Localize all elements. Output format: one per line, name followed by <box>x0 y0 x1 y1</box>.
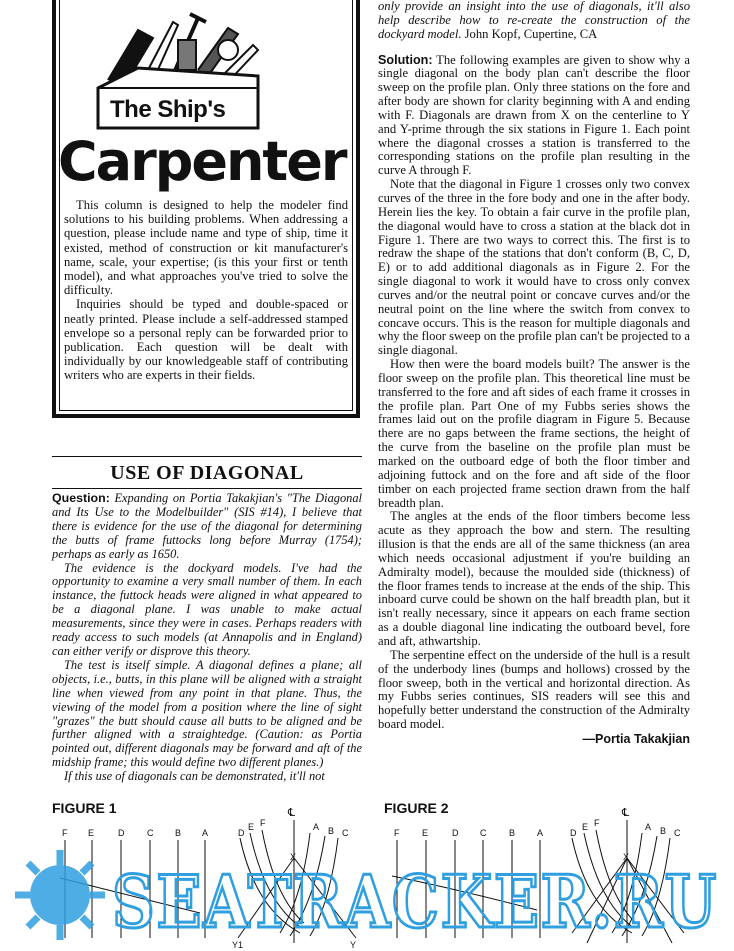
question-block <box>52 492 362 784</box>
section-rule-bottom <box>52 488 362 489</box>
station-label: A <box>645 822 652 832</box>
question-author: John Kopf, Cupertine, CA <box>464 26 598 41</box>
watermark <box>0 845 734 951</box>
station-label: E <box>88 828 95 838</box>
solution-paragraph: Note that the diagonal in Figure 1 crosses only two convex curves of the three in the fore body and one in the after body. Herein lies the key. To obtain a fair curve in the profile plan, the diagonal would have to cross a station at the black dot in Figure 1. There are two ways to correct this. The first is to redraw the shape of the stations that don't conform (B, C, D, E) or to add additional diagonals as in Figure 2. For the single diagonal to work it would have to cross only convex curves and/or the neutral point or concave curves and/or the neutral point on the line where the switch from convex to concave occurs. This is the reason for multiple diagonals and why the floor sweep on the profile plan can't be projected to a single diagonal. <box>378 177 690 358</box>
question-paragraph: The test is itself simple. A diagonal defines a plane; all objects, i.e., butts, in this plane will be aligned with a straight line when viewed from any point in that plane. Thus, the viewing of the model from a position where the line of sight "grazes" the butt should cause all butts to be aligned and be further aligned with a straightedge. (Caution: as Portia pointed out, different diagonals may be forward and aft of the midship frame; this would define two different planes.) <box>52 657 362 770</box>
watermark-text: SEATRACKER.RU <box>112 859 718 944</box>
answer-block <box>378 0 690 747</box>
station-label: F <box>62 828 68 838</box>
solution-label: Solution: <box>378 52 433 67</box>
diagonal-end-label: Y <box>350 940 357 950</box>
centerline-symbol: ℄ <box>622 807 630 819</box>
centerline-symbol: ℄ <box>288 807 296 819</box>
solution-paragraph: The angles at the ends of the floor timbers become less acute as they approach the bow and stern. The resulting illusion is that the ends are all of the same thickness (an area which needs occasional adjustment if you're building an Admiralty model), because the moulded side (thickness) of the floor frames tends to increase at the ends of the ship. This inboard curve could be shown on the half breadth plan, but it isn't really necessary, since it appears on each frame section as a double diagonal line indicating the outboard bevel, fore and aft, athwartship. <box>378 509 690 648</box>
column-title: Carpenter <box>58 130 346 193</box>
sun-logo-icon <box>15 850 105 940</box>
station-label: E <box>248 822 255 832</box>
station-label: C <box>674 828 681 838</box>
station-label: B <box>660 826 667 836</box>
station-label: C <box>480 828 487 838</box>
column-intro <box>64 198 348 383</box>
station-label: F <box>394 828 400 838</box>
solution-paragraph: The serpentine effect on the underside of the hull is a result of the underbody lines (bumps and hollows) crossed by the floor sweep, both in the vertical and horizontal direction. As my Fubbs series continues, SIS readers will see this and hopefully better understand the construction of the Admiralty board model. <box>378 647 690 732</box>
question-label: Question: <box>52 491 110 505</box>
station-label: D <box>238 828 245 838</box>
question-paragraph: The evidence is the dockyard models. I've had the opportunity to examine a very small number of them. In each instance, the futtock heads were aligned in what appeared to be a diagonal plane. I was unable to make actual measurements, since they were in cases. Perhaps readers with ready access to such models (at Annapolis and in England) can either verify or disprove this theory. <box>52 560 362 658</box>
column-subtitle: The Ship's <box>110 96 226 123</box>
station-label: C <box>342 828 349 838</box>
diagonal-origin-label: X <box>290 852 297 862</box>
station-label: E <box>422 828 429 838</box>
figure-1-label: FIGURE 1 <box>52 800 117 816</box>
section-title: USE OF DIAGONAL <box>110 462 304 484</box>
solution-paragraph: How then were the board models built? The answer is the floor sweep on the profile plan. This theoretical line must be transferred to the fore and aft sides of each frame it crosses in the profile plan. Part One of my Fubbs series shows the frames laid out on the profile diagram in Figure 5. Because there are no gaps between the frame sections, the height of the curve from the baseline on the profile plan must be marked on the outboard edge of both the floor timber and adjoining futtock and on the fore and aft side of the floor timber on each projected frame section drawn from the half breadth plan. <box>378 357 690 510</box>
station-label: F <box>594 818 600 828</box>
station-label: A <box>537 828 544 838</box>
station-label: B <box>328 826 335 836</box>
diagonal-end-label: Y1 <box>232 940 244 950</box>
station-label: C <box>147 828 154 838</box>
intro-paragraph: This column is designed to help the modeler find solutions to his building problems. When addressing a question, please include name and type of ship, time it existed, method of construction or kit manufacturer's name, scale, your expertise; (is this your first or tenth model), and what approaches you've tried to solve the difficulty. <box>64 198 348 298</box>
question-continuation: only provide an insight into the use of diagonals, it'll also help describe how to re-create the construction of the dockyard model. <box>378 0 690 41</box>
station-label: A <box>202 828 209 838</box>
solution-paragraph: The following examples are given to show why a single diagonal on the body plan can't describe the floor sweep on the profile plan. Only three stations on the fore and after body are shown for clarity beginning with A and ending with F. Diagonals are drawn from X on the centerline to Y and Y-prime through the six stations in Figure 1. Each point where the diagonal crosses a station is transferred to the corresponding stations on the profile plan resulting in the curve A through F. <box>378 52 690 178</box>
station-label: D <box>452 828 459 838</box>
station-label: E <box>582 822 589 832</box>
intro-paragraph: Inquiries should be typed and double-spaced or neatly printed. Please include a self-addressed stamped envelope so a personal reply can be forwarded prior to publication. Each question will be dealt with individually by our knowledgeable staff of contributing writers who are experts in their fields. <box>64 297 348 383</box>
station-label: D <box>570 828 577 838</box>
author-signature: —Portia Takakjian <box>582 731 690 746</box>
station-label: B <box>175 828 182 838</box>
diagonal-origin-label: X <box>623 852 630 862</box>
figure-2-label: FIGURE 2 <box>384 800 449 816</box>
station-label: A <box>313 822 320 832</box>
station-label: F <box>260 818 266 828</box>
station-label: B <box>509 828 516 838</box>
station-label: D <box>118 828 125 838</box>
section-rule-top <box>52 456 362 457</box>
question-paragraph: Expanding on Portia Takakjian's "The Diagonal and Its Use to the Modelbuilder" (SIS #14), I believe that there is evidence for the use of the diagonal for determining the butts of frame futtocks long before Murray (1754); perhaps as early as 1650. <box>52 491 362 561</box>
question-paragraph: If this use of diagonals can be demonstrated, it'll not <box>64 769 325 784</box>
